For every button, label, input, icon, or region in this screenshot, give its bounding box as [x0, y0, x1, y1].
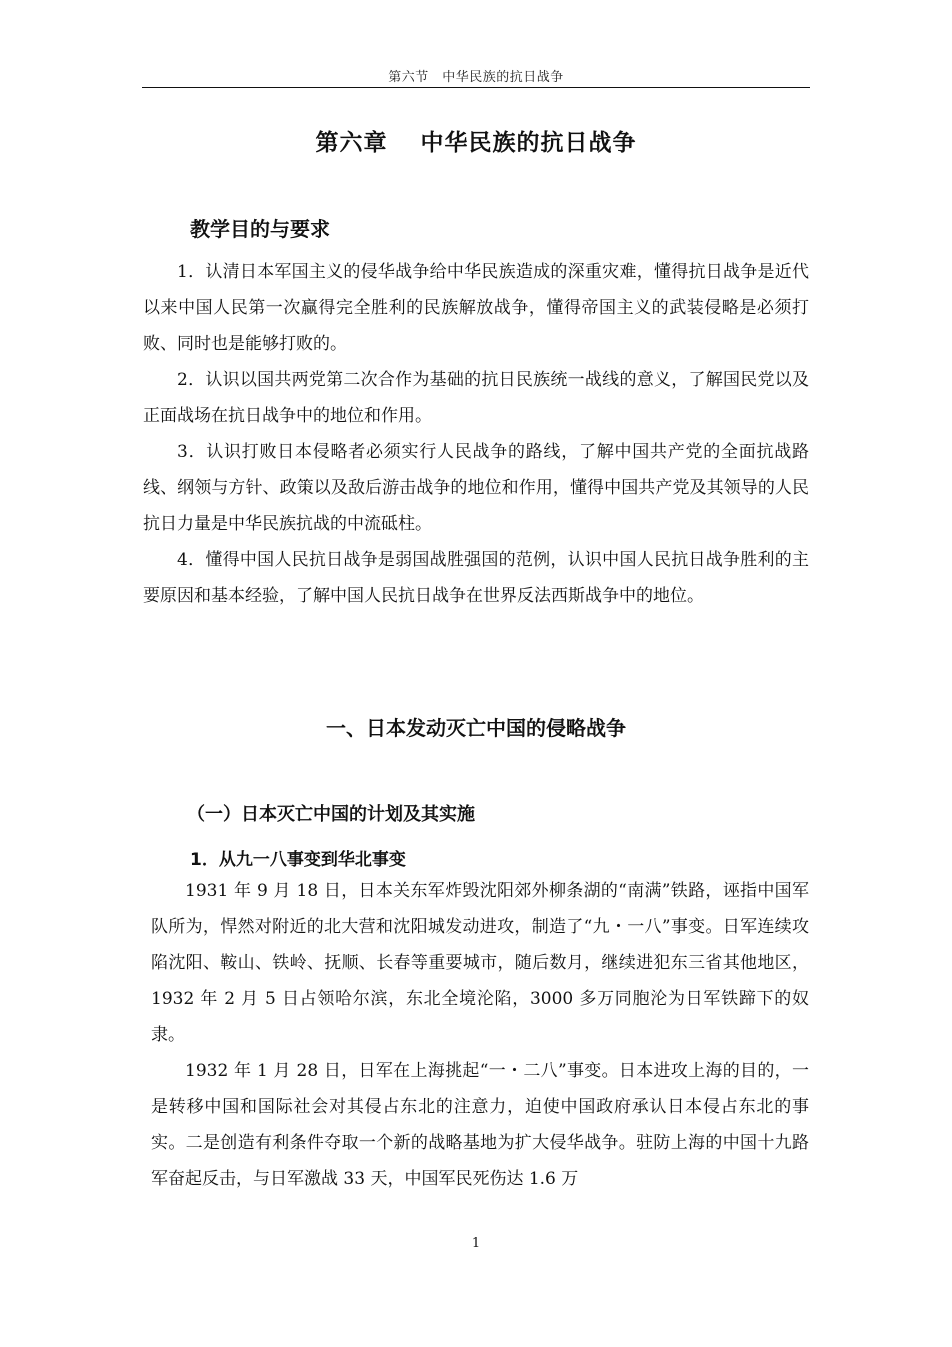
header-rule [142, 87, 810, 88]
objective-item: 2．认识以国共两党第二次合作为基础的抗日民族统一战线的意义，了解国民党以及正面战场在抗日战争中的地位和作用。 [143, 370, 809, 426]
objectives-list [143, 254, 809, 614]
objective-item: 3．认识打败日本侵略者必须实行人民战争的路线，了解中国共产党的全面抗战路线、纲领与方针、政策以及敌后游击战争的地位和作用，懂得中国共产党及其领导的人民抗日力量是中华民族抗战的中流砥柱。 [143, 442, 809, 534]
body-paragraph: 1932 年 1 月 28 日，日军在上海挑起“一・二八”事变。日本进攻上海的目的，一是转移中国和国际社会对其侵占东北的注意力，迫使中国政府承认日本侵占东北的事实。二是创造有利条件夺取一个新的战略基地为扩大侵华战争。驻防上海的中国十九路军奋起反击，与日军激战 33 天，中国军民死伤达 1.6 万 [151, 1061, 809, 1189]
subsection-heading: （一）日本灭亡中国的计划及其实施 [187, 804, 475, 825]
item-heading: 1．从九一八事变到华北事变 [190, 850, 406, 870]
running-header: 第六节 中华民族的抗日战争 [388, 70, 564, 85]
objective-item: 4．懂得中国人民抗日战争是弱国战胜强国的范例，认识中国人民抗日战争胜利的主要原因和基本经验，了解中国人民抗日战争在世界反法西斯战争中的地位。 [143, 550, 809, 606]
page-number: 1 [471, 1236, 481, 1251]
body-text [151, 873, 809, 1197]
objective-item: 1．认清日本军国主义的侵华战争给中华民族造成的深重灾难，懂得抗日战争是近代以来中国人民第一次赢得完全胜利的民族解放战争，懂得帝国主义的武装侵略是必须打败、同时也是能够打败的。 [143, 262, 809, 354]
body-paragraph: 1931 年 9 月 18 日，日本关东军炸毁沈阳郊外柳条湖的“南满”铁路，诬指中国军队所为，悍然对附近的北大营和沈阳城发动进攻，制造了“九・一八”事变。日军连续攻陷沈阳、鞍山、铁岭、抚顺、长春等重要城市，随后数月，继续进犯东三省其他地区，1932 年 2 月 5 日占领哈尔滨，东北全境沦陷，3000 多万同胞沦为日军铁蹄下的奴隶。 [151, 881, 809, 1045]
chapter-title: 第六章 中华民族的抗日战争 [315, 129, 637, 156]
section-heading: 一、日本发动灭亡中国的侵略战争 [326, 716, 626, 740]
objectives-heading: 教学目的与要求 [190, 217, 330, 241]
